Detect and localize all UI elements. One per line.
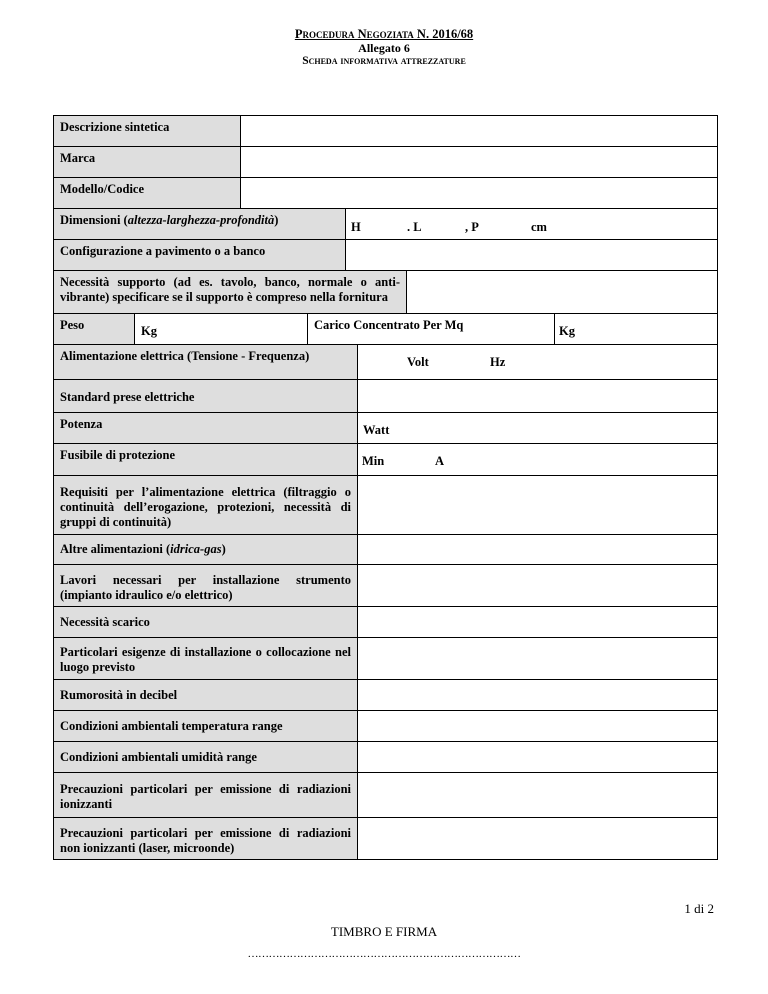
field-marca[interactable] [240,146,718,178]
altre-italic: idrica-gas [170,542,222,556]
field-configurazione[interactable] [345,239,718,271]
field-radiazioni-ionizzanti[interactable] [357,772,718,818]
label-marca: Marca [53,146,241,178]
label-supporto: Necessità supporto (ad es. tavolo, banco, normale o anti-vibrante) specificare se il supporto è compreso nella fornitura [53,270,407,314]
volt-label: Volt [407,355,429,369]
label-dimensioni: Dimensioni (altezza-larghezza-profondità) [53,208,346,240]
field-modello[interactable] [240,177,718,209]
field-supporto[interactable] [406,270,718,314]
page-number: 1 di 2 [684,901,714,916]
label-altre-alimentazioni: Altre alimentazioni (idrica-gas) [53,534,358,565]
label-descrizione: Descrizione sintetica [53,115,241,147]
document-subtitle: Allegato 6 [358,41,410,55]
field-descrizione[interactable] [240,115,718,147]
field-radiazioni-non-ionizzanti[interactable] [357,817,718,860]
label-configurazione: Configurazione a pavimento o a banco [53,239,346,271]
label-peso: Peso [53,313,135,345]
hz-label: Hz [490,355,506,369]
field-altre-alimentazioni[interactable] [357,534,718,565]
field-standard-prese[interactable] [357,379,718,413]
dim-unit-label: cm [531,220,547,234]
stamp-label: TIMBRO E FIRMA [330,924,438,939]
carico-unit: Kg [559,324,575,338]
label-lavori: Lavori necessari per installazione strumento (impianto idraulico e/o elettrico) [53,564,358,607]
field-carico[interactable] [554,313,718,345]
field-peso[interactable] [134,313,308,345]
label-modello: Modello/Codice [53,177,241,209]
label-rumorosita: Rumorosità in decibel [53,679,358,711]
field-requisiti[interactable] [357,475,718,535]
label-radiazioni-non-ionizzanti: Precauzioni particolari per emissione di radiazioni non ionizzanti (laser, microonde) [53,817,358,860]
signature-line[interactable]: …………………………………………………………………… [247,948,521,960]
watt-label: Watt [363,423,390,437]
field-potenza[interactable] [357,412,718,444]
dim-p-label: , P [465,220,479,234]
form-name: Scheda informativa attrezzature [302,55,466,67]
field-fusibile[interactable] [357,443,718,476]
label-particolari: Particolari esigenze di installazione o collocazione nel luogo previsto [53,637,358,680]
document-title: Procedura Negoziata N. 2016/68 [294,27,474,41]
label-standard-prese: Standard prese elettriche [53,379,718,413]
field-particolari[interactable] [357,637,718,680]
label-fusibile: Fusibile di protezione [53,443,358,476]
field-lavori[interactable] [357,564,718,607]
label-temperatura: Condizioni ambientali temperatura range [53,710,358,742]
label-carico: Carico Concentrato Per Mq [307,313,555,345]
field-umidita[interactable] [357,741,718,773]
ampere-label: A [435,454,445,468]
label-umidita: Condizioni ambientali umidità range [53,741,358,773]
field-scarico[interactable] [357,606,718,638]
dim-h-label: H [351,220,361,234]
field-rumorosita[interactable] [357,679,718,711]
peso-unit: Kg [141,324,157,338]
label-scarico: Necessità scarico [53,606,358,638]
min-label: Min [362,454,385,468]
label-radiazioni-ionizzanti: Precauzioni particolari per emissione di radiazioni ionizzanti [53,772,358,818]
dimensioni-italic: altezza-larghezza-profondità [127,213,275,227]
field-temperatura[interactable] [357,710,718,742]
label-potenza: Potenza [53,412,358,444]
label-alimentazione: Alimentazione elettrica (Tensione - Frequenza) [53,344,358,380]
label-requisiti: Requisiti per l’alimentazione elettrica (filtraggio o continuità dell’erogazione, protezioni, necessità di gruppi di continuità) [53,475,358,535]
dim-l-label: . L [407,220,422,234]
